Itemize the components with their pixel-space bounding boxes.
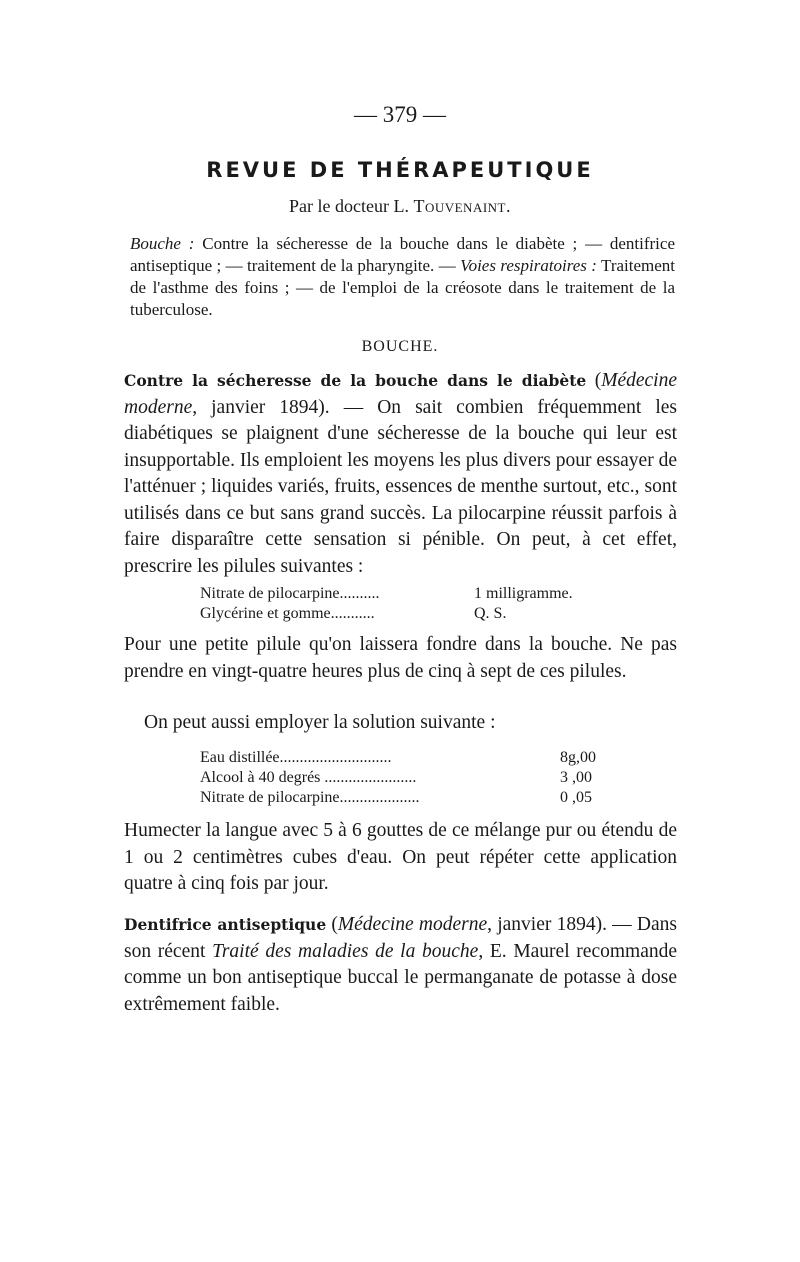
source-date: , janvier 1894). — <box>192 396 378 418</box>
recipe-solution <box>200 748 605 808</box>
book-title: Traité des maladies de la bouche <box>212 940 479 962</box>
summary-paragraph <box>130 233 675 321</box>
article-heading: Contre la sécheresse de la bouche dans le diabète <box>124 371 587 390</box>
article-title: REVUE DE THÉRAPEUTIQUE <box>206 158 594 182</box>
author-name: Touvenaint. <box>413 196 511 216</box>
source-open: ( <box>586 370 602 391</box>
article-heading: Dentifrice antiseptique <box>124 915 327 934</box>
source-journal: Médecine moderne <box>124 370 677 418</box>
paragraph-solution: On peut aussi employer la solution suivante : <box>144 712 496 733</box>
article-dentifrice <box>124 912 677 1018</box>
summary-bouche-label: Bouche : <box>130 234 195 253</box>
paragraph-usage: Humecter la langue avec 5 à 6 gouttes de ce mélange pur ou étendu de 1 ou 2 centimètres cubes d'eau. On peut répéter cette application quatre à cinq fois par jour. <box>124 820 677 894</box>
recipe-row <box>200 604 620 624</box>
article-secheresse <box>124 368 677 580</box>
source-date: , janvier 1894). — <box>487 914 637 935</box>
summary-voies-text: Traitement de l'asthme des foins ; — de l'emploi de la créosote dans le traitement de la tuberculose. <box>130 256 676 319</box>
ingredient-quantity: 8g,00 <box>560 749 596 766</box>
recipe-row <box>200 768 605 788</box>
recipe-row <box>200 584 620 604</box>
ingredient-name: Nitrate de pilocarpine.......... <box>200 585 380 602</box>
article-text: , E. Maurel recommande comme un bon antiseptique buccal le permanganate de potasse à dose extrêmement faible. <box>124 940 677 1015</box>
ingredient-quantity: 3 ,00 <box>560 769 592 786</box>
article-text: On sait combien fréquemment les diabétiques se plaignent d'une sécheresse de la bouche qui leur est insupportable. Ils emploient les moyens les plus divers pour essayer de l'atténuer ; liquides variés, fruits, essences de menthe surtout, etc., sont utilisés dans ce but sans grand succès. La pilocarpine réussit parfois à faire disparaître cette sensation si pénible. On peut, à cet effet, prescrire les pilules suivantes : <box>124 396 677 577</box>
ingredient-quantity: 1 milligramme. <box>474 585 573 602</box>
paragraph-pilule: Pour une petite pilule qu'on laissera fondre dans la bouche. Ne pas prendre en vingt-quatre heures plus de cinq à sept de ces pilules. <box>124 634 677 682</box>
source-journal: Médecine moderne <box>337 914 488 935</box>
article-text: Dans son récent <box>124 914 677 962</box>
ingredient-quantity: 0 ,05 <box>560 789 592 806</box>
byline <box>0 196 800 217</box>
source-open: ( <box>326 914 338 935</box>
recipe-row <box>200 748 605 768</box>
summary-bouche-text: Contre la sécheresse de la bouche dans le diabète ; — dentifrice antiseptique ; — traitement de la pharyngite. — <box>130 234 675 275</box>
section-heading: BOUCHE. <box>361 338 439 355</box>
summary-voies-label: Voies respiratoires : <box>460 256 597 275</box>
ingredient-name: Glycérine et gomme........... <box>200 605 375 622</box>
ingredient-quantity: Q. S. <box>474 605 507 622</box>
recipe-pilules <box>200 584 620 624</box>
page-number: — 379 — <box>354 102 446 127</box>
ingredient-name: Nitrate de pilocarpine.................... <box>200 789 420 806</box>
recipe-row <box>200 788 605 808</box>
ingredient-name: Alcool à 40 degrés ....................... <box>200 769 417 786</box>
byline-prefix: Par le docteur L. <box>289 196 414 216</box>
ingredient-name: Eau distillée............................ <box>200 749 392 766</box>
